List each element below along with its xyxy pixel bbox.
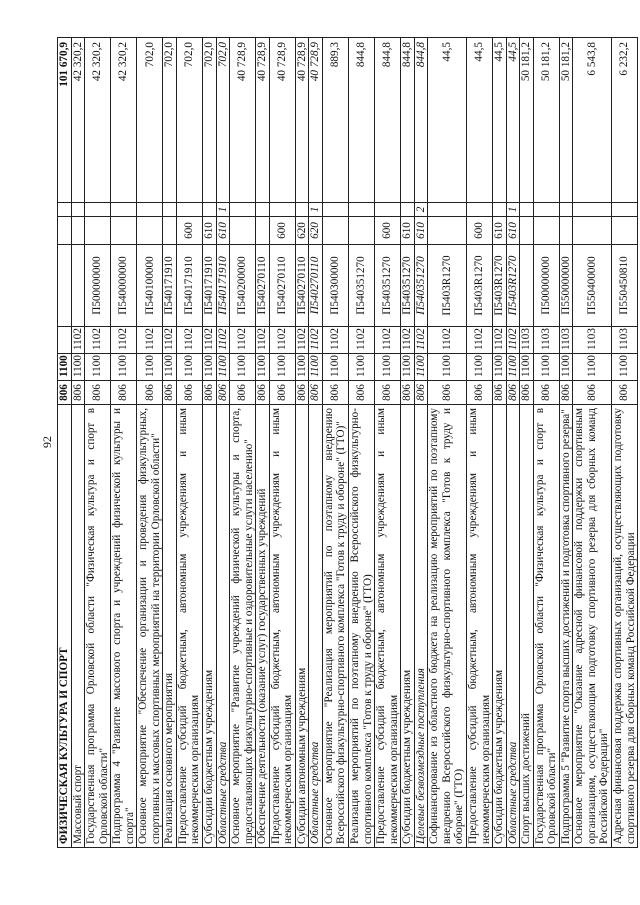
subsection-code-cell: 1102 — [216, 327, 230, 354]
amount-cell: 50 181,2 — [559, 38, 573, 203]
section-code-cell: 1100 — [269, 354, 295, 381]
expense-type-code-cell: 610 — [401, 217, 415, 245]
item-name-cell: Подпрограмма 5 "Развитие спорта высших достижений и подготовка спортивного резерва" — [559, 405, 573, 848]
admin-code-cell: 806 — [375, 381, 401, 405]
section-code-cell: 1100 — [559, 354, 573, 381]
expense-type-code-cell: 600 — [466, 217, 492, 245]
amount-cell: 702,0 — [137, 38, 163, 203]
amount-cell: 6 543,8 — [573, 38, 612, 203]
subsection-code-cell: 1102 — [401, 327, 415, 354]
amount-cell: 844,8 — [349, 38, 375, 203]
admin-code-cell: 806 — [466, 381, 492, 405]
table-row — [111, 38, 137, 848]
table-row — [85, 38, 111, 848]
table-row — [295, 38, 309, 848]
expense-type-code-cell — [520, 217, 534, 245]
section-code-cell: 1100 — [256, 354, 270, 381]
page-number: 92 — [40, 436, 54, 448]
extra-code-cell — [466, 203, 492, 217]
subsection-code-cell: 1102 — [466, 327, 492, 354]
section-code-cell: 1100 — [176, 354, 202, 381]
table-row — [401, 38, 415, 848]
amount-cell: 44,5 — [506, 38, 520, 203]
expense-type-code-cell — [111, 217, 137, 245]
extra-code-cell — [493, 203, 507, 217]
item-name-cell: Обеспечение деятельности (оказание услуг) государственных учреждений — [256, 405, 270, 848]
admin-code-cell: 806 — [216, 381, 230, 405]
amount-cell: 844,8 — [375, 38, 401, 203]
table-row — [137, 38, 163, 848]
extra-code-cell — [230, 203, 256, 217]
subsection-code-cell: 1103 — [533, 327, 559, 354]
item-name-cell: Субсидии автономным учреждениям — [295, 405, 309, 848]
item-name-cell: Софинансирование из областного бюджета на реализацию мероприятий по поэтапному внедрению Всероссийского физкультурно-спортивного комплекса "Готов к труду и обороне" (ГТО) — [428, 405, 467, 848]
item-name-cell: Предоставление субсидий бюджетным, автономным учреждениям и иным некоммерческим организациям — [176, 405, 202, 848]
expense-type-code-cell: 610 — [506, 217, 520, 245]
extra-code-cell — [611, 203, 637, 217]
subsection-code-cell: 1102 — [309, 327, 323, 354]
target-article-code-cell: П550000000 — [559, 245, 573, 327]
extra-code-cell — [269, 203, 295, 217]
admin-code-cell: 806 — [506, 381, 520, 405]
item-name-cell: Областные средства — [309, 405, 323, 848]
item-name-cell: Адресная финансовая поддержка спортивных организаций, осуществляющих подготовку спортивного резерва для сборных команд Российской Федерации — [611, 405, 637, 848]
item-name-cell: Основное мероприятие "Обеспечение организации и проведения физкультурных, спортивных и массовых спортивных мероприятий на территории Орловской области" — [137, 405, 163, 848]
amount-cell: 6 232,2 — [611, 38, 637, 203]
section-code-cell: 1100 — [203, 354, 217, 381]
admin-code-cell: 806 — [533, 381, 559, 405]
expense-type-code-cell — [559, 217, 573, 245]
table-row — [349, 38, 375, 848]
item-name-cell: Предоставление субсидий бюджетным, автономным учреждениям и иным некоммерческим организациям — [375, 405, 401, 848]
extra-code-cell — [559, 203, 573, 217]
section-code-cell: 1100 — [230, 354, 256, 381]
section-code-cell: 1100 — [85, 354, 111, 381]
extra-code-cell: 1 — [216, 203, 230, 217]
target-article-code-cell: П540351270 — [401, 245, 415, 327]
subsection-code-cell — [58, 327, 72, 354]
admin-code-cell: 806 — [71, 381, 85, 405]
amount-cell: 844,8 — [401, 38, 415, 203]
extra-code-cell — [322, 203, 348, 217]
table-row — [230, 38, 256, 848]
table-row — [375, 38, 401, 848]
amount-cell: 702,0 — [163, 38, 177, 203]
target-article-code-cell: П540171910 — [176, 245, 202, 327]
item-name-cell: Основное мероприятие "Реализация мероприятий по поэтапному внедрению Всероссийского физкультурно-спортивного комплекса "Готов к труду и обороне" (ГТО)" — [322, 405, 348, 848]
subsection-code-cell: 1102 — [295, 327, 309, 354]
section-code-cell: 1100 — [493, 354, 507, 381]
item-name-cell: Реализация мероприятий по поэтапному внедрению Всероссийского физкультурно-спортивного комплекса "Готов к труду и обороне" (ГТО) — [349, 405, 375, 848]
target-article-code-cell: П540171910 — [203, 245, 217, 327]
section-code-cell: 1100 — [414, 354, 428, 381]
subsection-code-cell: 1103 — [559, 327, 573, 354]
item-name-cell: Государственная программа Орловской области "Физическая культура и спорт в Орловской области" — [533, 405, 559, 848]
item-name-cell: Реализация основного мероприятия — [163, 405, 177, 848]
table-row — [71, 38, 85, 848]
item-name-cell: Субсидии бюджетным учреждениям — [401, 405, 415, 848]
extra-code-cell — [401, 203, 415, 217]
amount-cell: 40 728,9 — [269, 38, 295, 203]
section-code-cell: 1100 — [375, 354, 401, 381]
expense-type-code-cell — [85, 217, 111, 245]
target-article-code-cell — [71, 245, 85, 327]
subsection-code-cell: 1102 — [493, 327, 507, 354]
expense-type-code-cell: 620 — [309, 217, 323, 245]
extra-code-cell — [256, 203, 270, 217]
amount-cell: 42 320,2 — [71, 38, 85, 203]
table-row — [559, 38, 573, 848]
admin-code-cell: 806 — [58, 381, 72, 405]
target-article-code-cell — [520, 245, 534, 327]
table-row — [58, 38, 72, 848]
subsection-code-cell: 1103 — [573, 327, 612, 354]
section-code-cell: 1100 — [349, 354, 375, 381]
table-row — [163, 38, 177, 848]
admin-code-cell: 806 — [203, 381, 217, 405]
admin-code-cell: 806 — [414, 381, 428, 405]
table-row — [520, 38, 534, 848]
subsection-code-cell: 1102 — [506, 327, 520, 354]
amount-cell: 44,5 — [428, 38, 467, 203]
subsection-code-cell: 1102 — [176, 327, 202, 354]
amount-cell: 44,5 — [466, 38, 492, 203]
target-article-code-cell: П550400000 — [573, 245, 612, 327]
expense-type-code-cell: 610 — [414, 217, 428, 245]
budget-table-sheet — [57, 38, 640, 848]
subsection-code-cell: 1102 — [163, 327, 177, 354]
admin-code-cell: 806 — [611, 381, 637, 405]
expense-type-code-cell — [573, 217, 612, 245]
item-name-cell: Основное мероприятие "Оказание адресной финансовой поддержки спортивным организациям, осуществляющим подготовку спортивного резерва для сборных команд Российской Федерации" — [573, 405, 612, 848]
amount-cell: 40 728,9 — [256, 38, 270, 203]
amount-cell: 40 728,9 — [295, 38, 309, 203]
expense-type-code-cell — [137, 217, 163, 245]
admin-code-cell: 806 — [111, 381, 137, 405]
table-row — [611, 38, 637, 848]
target-article-code-cell: П540300000 — [322, 245, 348, 327]
table-row — [216, 38, 230, 848]
subsection-code-cell: 1102 — [414, 327, 428, 354]
section-code-cell: 1100 — [137, 354, 163, 381]
budget-table-body — [58, 38, 638, 848]
section-code-cell: 1100 — [401, 354, 415, 381]
amount-cell: 40 728,9 — [309, 38, 323, 203]
admin-code-cell: 806 — [401, 381, 415, 405]
table-row — [573, 38, 612, 848]
subsection-code-cell: 1102 — [428, 327, 467, 354]
item-name-cell: Субсидии бюджетным учреждениям — [203, 405, 217, 848]
subsection-code-cell: 1102 — [85, 327, 111, 354]
amount-cell: 42 320,2 — [111, 38, 137, 203]
extra-code-cell — [295, 203, 309, 217]
table-row — [466, 38, 492, 848]
table-row — [493, 38, 507, 848]
extra-code-cell — [533, 203, 559, 217]
budget-table — [57, 37, 638, 848]
target-article-code-cell: П540351270 — [375, 245, 401, 327]
admin-code-cell: 806 — [137, 381, 163, 405]
item-name-cell: Областные средства — [506, 405, 520, 848]
admin-code-cell: 806 — [573, 381, 612, 405]
extra-code-cell — [111, 203, 137, 217]
target-article-code-cell: П5403R1270 — [493, 245, 507, 327]
admin-code-cell: 806 — [176, 381, 202, 405]
target-article-code-cell — [58, 245, 72, 327]
admin-code-cell: 806 — [309, 381, 323, 405]
section-code-cell: 1100 — [58, 354, 72, 381]
item-name-cell: Субсидии бюджетным учреждениям — [493, 405, 507, 848]
admin-code-cell: 806 — [295, 381, 309, 405]
table-row — [428, 38, 467, 848]
target-article-code-cell: П540270110 — [256, 245, 270, 327]
subsection-code-cell: 1102 — [349, 327, 375, 354]
amount-cell: 702,0 — [203, 38, 217, 203]
item-name-cell: Массовый спорт — [71, 405, 85, 848]
subsection-code-cell: 1103 — [611, 327, 637, 354]
admin-code-cell: 806 — [269, 381, 295, 405]
admin-code-cell: 806 — [559, 381, 573, 405]
section-code-cell: 1100 — [322, 354, 348, 381]
target-article-code-cell: П5403R1270 — [466, 245, 492, 327]
target-article-code-cell: П540351270 — [414, 245, 428, 327]
expense-type-code-cell — [611, 217, 637, 245]
expense-type-code-cell: 610 — [493, 217, 507, 245]
expense-type-code-cell: 620 — [295, 217, 309, 245]
extra-code-cell — [520, 203, 534, 217]
table-row — [269, 38, 295, 848]
section-code-cell: 1100 — [71, 354, 85, 381]
section-code-cell: 1100 — [163, 354, 177, 381]
table-row — [309, 38, 323, 848]
item-name-cell: Спорт высших достижений — [520, 405, 534, 848]
item-name-cell: Целевые безвозмездные поступления — [414, 405, 428, 848]
subsection-code-cell: 1102 — [111, 327, 137, 354]
expense-type-code-cell: 610 — [216, 217, 230, 245]
item-name-cell: Предоставление субсидий бюджетным, автономным учреждениям и иным некоммерческим организациям — [466, 405, 492, 848]
amount-cell: 50 181,2 — [520, 38, 534, 203]
extra-code-cell: 1 — [506, 203, 520, 217]
expense-type-code-cell — [428, 217, 467, 245]
extra-code-cell — [349, 203, 375, 217]
admin-code-cell: 806 — [520, 381, 534, 405]
expense-type-code-cell — [58, 217, 72, 245]
amount-cell: 40 728,9 — [230, 38, 256, 203]
expense-type-code-cell — [163, 217, 177, 245]
section-code-cell: 1100 — [611, 354, 637, 381]
target-article-code-cell: П500000000 — [85, 245, 111, 327]
amount-cell: 44,5 — [493, 38, 507, 203]
item-name-cell: Областные средства — [216, 405, 230, 848]
section-code-cell: 1100 — [295, 354, 309, 381]
table-row — [533, 38, 559, 848]
subsection-code-cell: 1102 — [71, 327, 85, 354]
subsection-code-cell: 1102 — [137, 327, 163, 354]
admin-code-cell: 806 — [256, 381, 270, 405]
section-code-cell: 1100 — [216, 354, 230, 381]
admin-code-cell: 806 — [428, 381, 467, 405]
item-name-cell: Основное мероприятие "Развитие учреждений физической культуры и спорта, предоставляющих физкультурно-спортивные и оздоровительные услуги населению" — [230, 405, 256, 848]
target-article-code-cell: П540171910 — [216, 245, 230, 327]
extra-code-cell — [176, 203, 202, 217]
target-article-code-cell: П540100000 — [137, 245, 163, 327]
admin-code-cell: 806 — [85, 381, 111, 405]
section-code-cell: 1100 — [573, 354, 612, 381]
amount-cell: 844,8 — [414, 38, 428, 203]
amount-cell: 702,0 — [216, 38, 230, 203]
section-code-cell: 1100 — [533, 354, 559, 381]
extra-code-cell: 1 — [309, 203, 323, 217]
extra-code-cell: 2 — [414, 203, 428, 217]
expense-type-code-cell — [349, 217, 375, 245]
amount-cell: 889,3 — [322, 38, 348, 203]
extra-code-cell — [573, 203, 612, 217]
admin-code-cell: 806 — [322, 381, 348, 405]
section-code-cell: 1100 — [506, 354, 520, 381]
admin-code-cell: 806 — [493, 381, 507, 405]
extra-code-cell — [375, 203, 401, 217]
expense-type-code-cell: 600 — [176, 217, 202, 245]
expense-type-code-cell — [533, 217, 559, 245]
expense-type-code-cell — [322, 217, 348, 245]
target-article-code-cell: П550450810 — [611, 245, 637, 327]
target-article-code-cell: П540000000 — [111, 245, 137, 327]
target-article-code-cell: П540270110 — [269, 245, 295, 327]
target-article-code-cell: П540200000 — [230, 245, 256, 327]
target-article-code-cell: П540270110 — [295, 245, 309, 327]
target-article-code-cell: П5403R1270 — [428, 245, 467, 327]
subsection-code-cell: 1102 — [322, 327, 348, 354]
subsection-code-cell: 1102 — [203, 327, 217, 354]
table-row — [506, 38, 520, 848]
extra-code-cell — [428, 203, 467, 217]
expense-type-code-cell: 610 — [203, 217, 217, 245]
subsection-code-cell: 1102 — [256, 327, 270, 354]
section-code-cell: 1100 — [520, 354, 534, 381]
target-article-code-cell: П540270110 — [309, 245, 323, 327]
extra-code-cell — [58, 203, 72, 217]
item-name-cell: Государственная программа Орловской области "Физическая культура и спорт в Орловской области" — [85, 405, 111, 848]
admin-code-cell: 806 — [349, 381, 375, 405]
extra-code-cell — [137, 203, 163, 217]
target-article-code-cell: П540171910 — [163, 245, 177, 327]
subsection-code-cell: 1102 — [230, 327, 256, 354]
section-code-cell: 1100 — [111, 354, 137, 381]
extra-code-cell — [85, 203, 111, 217]
amount-cell: 101 670,9 — [58, 38, 72, 203]
expense-type-code-cell — [230, 217, 256, 245]
table-row — [176, 38, 202, 848]
admin-code-cell: 806 — [163, 381, 177, 405]
table-row — [322, 38, 348, 848]
expense-type-code-cell: 600 — [269, 217, 295, 245]
section-code-cell: 1100 — [309, 354, 323, 381]
extra-code-cell — [163, 203, 177, 217]
extra-code-cell — [71, 203, 85, 217]
subsection-code-cell: 1102 — [375, 327, 401, 354]
amount-cell: 50 181,2 — [533, 38, 559, 203]
amount-cell: 42 320,2 — [85, 38, 111, 203]
item-name-cell: Подпрограмма 4 "Развитие массового спорта и учреждений физической культуры и спорта" — [111, 405, 137, 848]
table-row — [256, 38, 270, 848]
amount-cell: 702,0 — [176, 38, 202, 203]
target-article-code-cell: П500000000 — [533, 245, 559, 327]
table-row — [203, 38, 217, 848]
section-code-cell: 1100 — [428, 354, 467, 381]
item-name-cell: Предоставление субсидий бюджетным, автономным учреждениям и иным некоммерческим организациям — [269, 405, 295, 848]
extra-code-cell — [203, 203, 217, 217]
table-row — [414, 38, 428, 848]
admin-code-cell: 806 — [230, 381, 256, 405]
target-article-code-cell: П5403R1270 — [506, 245, 520, 327]
target-article-code-cell: П540351270 — [349, 245, 375, 327]
expense-type-code-cell — [256, 217, 270, 245]
section-code-cell: 1100 — [466, 354, 492, 381]
expense-type-code-cell — [71, 217, 85, 245]
item-name-cell: ФИЗИЧЕСКАЯ КУЛЬТУРА И СПОРТ — [58, 405, 72, 848]
subsection-code-cell: 1103 — [520, 327, 534, 354]
subsection-code-cell: 1102 — [269, 327, 295, 354]
expense-type-code-cell: 600 — [375, 217, 401, 245]
